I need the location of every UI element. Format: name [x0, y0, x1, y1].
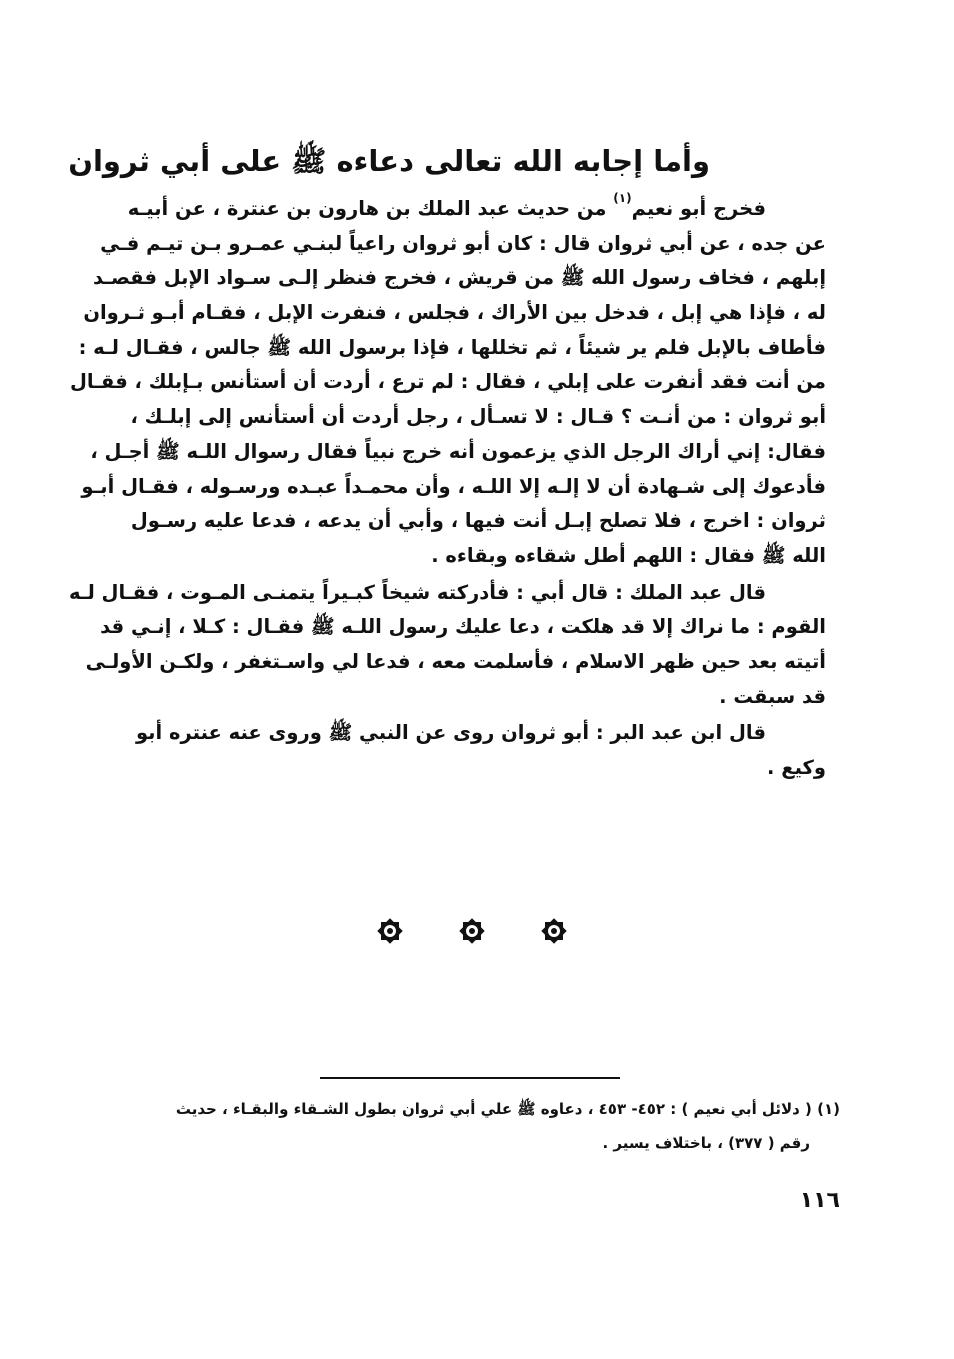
text-line: عن جده ، عن أبي ثروان قال : كان أبو ثروان راعياً لبنـي عمـرو بـن تيـم فـي — [100, 231, 826, 255]
text-line: له ، فإذا هي إبل ، فدخل بين الأراك ، فجلس ، فنفرت الإبل ، فقـام أبـو ثـروان — [83, 301, 826, 325]
section-divider-ornaments — [372, 913, 572, 949]
paragraph-2 — [68, 576, 826, 715]
body-text — [68, 191, 826, 786]
text-line: أتيته بعد حين ظهر الاسلام ، فأسلمت معه ، فدعا لي واسـتغفر ، ولكـن الأولـى — [85, 649, 826, 673]
rosette-ornament-icon — [372, 913, 408, 949]
footnote-separator — [320, 1077, 620, 1079]
text-line-start: فخرج أبو نعيم — [631, 197, 766, 220]
text-line: القوم : ما نراك إلا قد هلكت ، دعا عليك رسول اللـه ﷺ فقـال : كـلا ، إنـي قد — [100, 615, 826, 639]
text-line: أبو ثروان : من أنـت ؟ قـال : لا تسـأل ، رجل أردت أن أستأنس إلى إبلـك ، — [130, 405, 826, 429]
page-title: وأما إجابه الله تعالى دعاءه ﷺ على أبي ثروان — [68, 144, 710, 179]
text-line: فقال: إني أراك الرجل الذي يزعمون أنه خرج نبياً فقال رسوال اللـه ﷺ أجـل ، — [90, 439, 826, 463]
text-line: قد سبقت . — [719, 684, 826, 708]
text-line: فأطاف بالإبل فلم ير شيئاً ، ثم تخللها ، فإذا برسول الله ﷺ جالس ، فقـال لـه : — [78, 335, 826, 359]
paragraph-1 — [70, 191, 826, 574]
footnote — [100, 1092, 840, 1160]
text-line: ثروان : اخرج ، فلا تصلح إبـل أنت فيها ، وأبي أن يدعه ، فدعا عليه رسـول — [130, 509, 826, 533]
text-line: الله ﷺ فقال : اللهم أطل شقاءه وبقاءه . — [431, 543, 826, 567]
text-line-rest: من حديث عبد الملك بن هارون بن عنترة ، عن أبيـه — [127, 197, 614, 220]
footnote-line: (١) ( دلائل أبي نعيم ) : ٤٥٢- ٤٥٣ ، دعاوه ﷺ علي أبي ثروان بطول الشـقاء والبقـاء ، حديث — [175, 1100, 840, 1118]
text-line: إبلهم ، فخاف رسول الله ﷺ من قريش ، فخرج فنظر إلـى سـواد الإبل فقصـد — [93, 266, 826, 290]
rosette-ornament-icon — [536, 913, 572, 949]
page-number: ١١٦ — [799, 1188, 840, 1213]
text-line: قال عبد الملك : قال أبي : فأدركته شيخاً كبـيراً يتمنـى المـوت ، فقـال لـه — [68, 580, 766, 604]
text-line: من أنت فقد أنفرت على إبلي ، فقال : لم ترع ، أردت أن أستأنس بـإبلك ، فقـال — [70, 370, 826, 394]
rosette-ornament-icon — [454, 913, 490, 949]
text-line: قال ابن عبد البر : أبو ثروان روى عن النبي ﷺ وروى عنه عنتره أبو — [135, 721, 766, 745]
footnote-line: رقم ( ٣٧٧) ، باختلاف يسير . — [602, 1134, 810, 1152]
footnote-reference[interactable]: (١) — [613, 191, 632, 205]
text-line — [92, 192, 826, 227]
paragraph-3 — [92, 716, 826, 785]
text-line: وكيع . — [767, 756, 826, 779]
text-line: فأدعوك إلى شـهادة أن لا إلـه إلا اللـه ، وأن محمـداً عبـده ورسـوله ، فقـال أبـو — [81, 474, 826, 498]
